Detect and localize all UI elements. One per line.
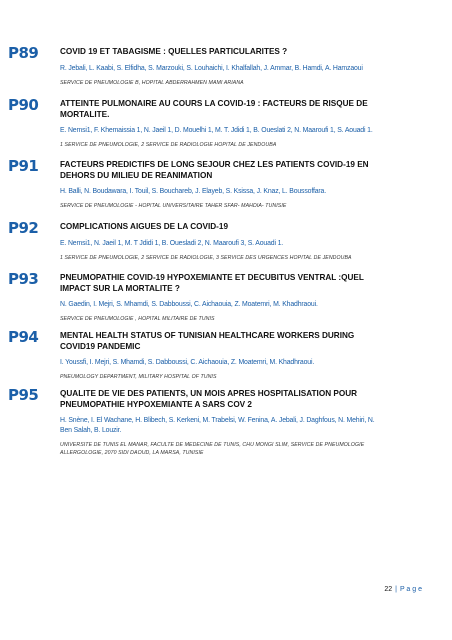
page-separator: | — [395, 586, 397, 593]
abstract-authors: E. Nemsi1, F. Khemaissia 1, N. Jaeil 1, D. Mouelhi 1, M. T. Jdidi 1, B. Oueslati 2, N. Maaroufi 1, S. Aouadi 1. — [60, 127, 373, 134]
abstract-affiliation: UNIVERSITE DE TUNIS EL MANAR, FACULTE DE MEDECINE DE TUNIS, CHU MONGI SLIM, SERVICE DE PNEUMOLOGIE ALLERGOLOGIE, 2070 SIDI DAOUD, LA MARSA, TUNISIE — [60, 442, 365, 456]
page-footer — [384, 586, 422, 593]
abstract-authors: R. Jebali, L. Kaabi, S. Elfidha, S. Marzouki, S. Louhaichi, I. Khalfallah, J. Ammar, B. Hamdi, A. Hamzaoui — [60, 64, 363, 72]
abstract-affiliation: 1 SERVICE DE PNEUMOLOGIE, 2 SERVICE DE RADIOLOGIE HOPITAL DE JENDOUBA — [60, 142, 277, 148]
abstract-code: P91 — [8, 157, 39, 175]
abstract-title: ATTEINTE PULMONAIRE AU COURS LA COVID-19 : FACTEURS DE RISQUE DE MORTALITE. — [60, 99, 368, 119]
abstract-title: COVID 19 ET TABAGISME : QUELLES PARTICULARITES ? — [60, 47, 288, 56]
abstract-entry — [8, 96, 380, 150]
abstract-entry — [8, 44, 380, 87]
abstract-title: MENTAL HEALTH STATUS OF TUNISIAN HEALTHCARE WORKERS DURING COVID19 PANDEMIC — [60, 331, 355, 351]
abstract-code: P89 — [8, 44, 39, 62]
abstract-authors: H. Snène, I. El Wachane, H. Blibech, S. Kerkeni, M. Trabelsi, W. Fenina, A. Jebali, J. Daghfous, N. Mehiri, N. Ben Salah, B. Louzir. — [60, 417, 375, 434]
abstract-authors: E. Nemsi1, N. Jaeil 1, M. T Jdidi 1, B. Ouesladi 2, N. Maaroufi 3, S. Aouadi 1. — [60, 239, 284, 247]
abstract-entry — [8, 386, 380, 457]
abstract-title: PNEUMOPATHIE COVID-19 HYPOXEMIANTE ET DECUBITUS VENTRAL :QUEL IMPACT SUR LA MORTALITE ? — [60, 273, 364, 293]
abstract-title: COMPLICATIONS AIGUES DE LA COVID-19 — [60, 222, 229, 231]
abstract-code: P95 — [8, 386, 39, 404]
abstract-code: P90 — [8, 96, 39, 114]
abstract-authors: I. Youssfi, I. Mejri, S. Mhamdi, S. Dabboussi, C. Aichaouia, Z. Moatemri, M. Khadhraoui. — [60, 359, 315, 366]
abstract-entry — [8, 270, 380, 324]
abstract-title: QUALITE DE VIE DES PATIENTS, UN MOIS APRES HOSPITALISATION POUR PNEUMOPATHIE HYPOXEMIANTE A SARS COV 2 — [60, 389, 358, 409]
abstract-authors: N. Gaedin, I. Mejri, S. Mhamdi, S. Dabboussi, C. Aichaouia, Z. Moatemri, M. Khadhraoui. — [60, 301, 318, 308]
abstract-affiliation: SERVICE DE PNEUMOLOGIE B, HOPITAL ABDERRAHMEN MAMI ARIANA — [60, 79, 244, 86]
abstract-entry — [8, 157, 380, 211]
abstract-code: P92 — [8, 219, 39, 237]
abstract-affiliation: PNEUMOLOGY DEPARTMENT, MILITARY HOSPITAL OF TUNIS — [60, 374, 217, 380]
abstract-affiliation: 1 SERVICE DE PNEUMOLOGIE, 2 SERVICE DE RADIOLOGIE, 3 SERVICE DES URGENCES HOPITAL DE JENDOUBA — [60, 254, 352, 261]
abstract-title: FACTEURS PREDICTIFS DE LONG SEJOUR CHEZ LES PATIENTS COVID-19 EN DEHORS DU MILIEU DE REANIMATION — [60, 160, 369, 180]
page-label: P a g e — [399, 586, 422, 593]
abstract-affiliation: SERVICE DE PNEUMOLOGIE - HOPITAL UNIVERSITAIRE TAHER SFAR- MAHDIA- TUNISIE — [60, 203, 287, 209]
abstract-code: P94 — [8, 328, 39, 346]
abstract-affiliation: SERVICE DE PNEUMOLOGIE , HOPITAL MILITAIRE DE TUNIS — [60, 316, 215, 322]
abstract-code: P93 — [8, 270, 39, 288]
page-number: 22 — [384, 586, 393, 593]
abstract-authors: H. Balli, N. Boudawara, I. Touil, S. Bouchareb, J. Elayeb, S. Ksissa, J. Knaz, L. Boussoffara. — [60, 188, 327, 195]
abstract-entry — [8, 328, 380, 382]
abstract-entry — [8, 219, 380, 262]
